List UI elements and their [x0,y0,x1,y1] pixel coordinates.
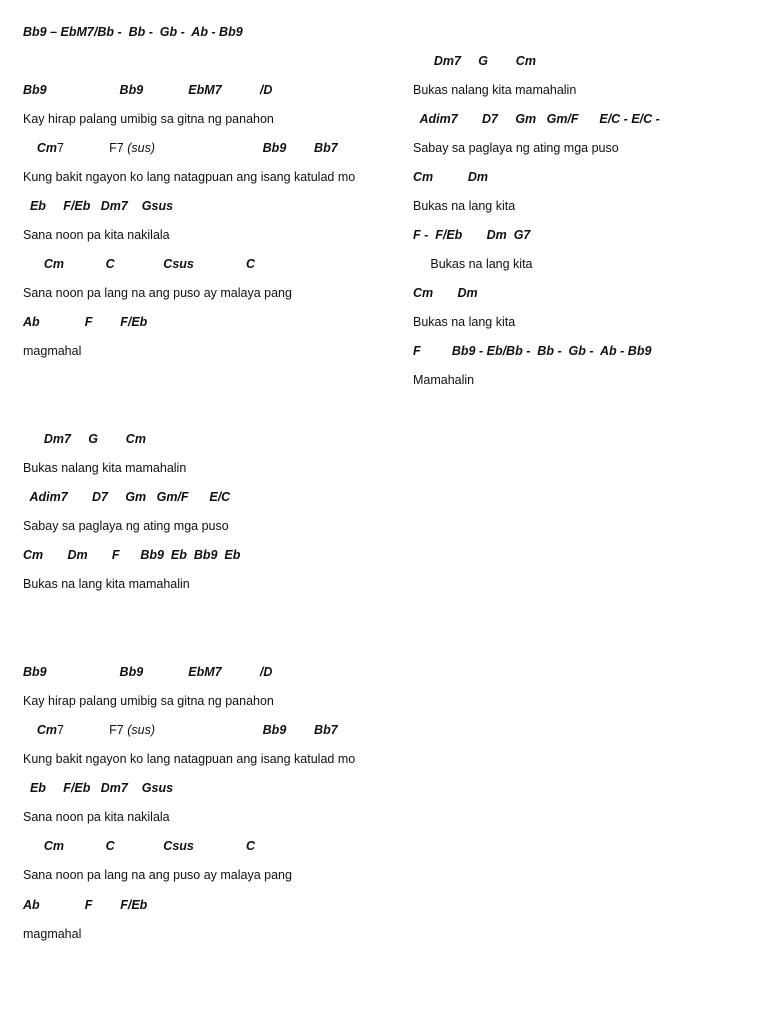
chorus2-chord-line-4: F - F/Eb Dm G7 [413,228,531,242]
verse2-chord-line-2 [23,722,338,738]
chorus2-chord-line-3: Cm Dm [413,170,489,184]
verse2-lyric-line-5: magmahal [23,927,82,941]
verse1-chord-line-4: Cm C Csus C [23,257,255,271]
verse2-lyric-line-4: Sana noon pa lang na ang puso ay malaya pang [23,868,292,882]
chord-sus: (sus) [127,141,155,155]
chord-cm: Cm [23,141,58,155]
chord-suffix: 7 [57,141,64,155]
verse2-lyric-line-2: Kung bakit ngayon ko lang natagpuan ang isang katulad mo [23,752,356,766]
chorus2-chord-line-1: Dm7 G Cm [413,54,536,68]
chorus2-chord-line-5: Cm Dm [413,286,478,300]
chord-bb9-bb7: Bb9 Bb7 [155,723,338,737]
outro-chord-line: F Bb9 - Eb/Bb - Bb - Gb - Ab - Bb9 [413,344,652,358]
chorus2-chord-line-2: Adim7 D7 Gm Gm/F E/C - E/C - [413,112,660,126]
chorus2-lyric-line-2: Sabay sa paglaya ng ating mga puso [413,141,619,155]
chord-sus: (sus) [127,723,155,737]
verse2-chord-line-3: Eb F/Eb Dm7 Gsus [23,781,174,795]
verse2-chord-line-4: Cm C Csus C [23,839,255,853]
chord-suffix: 7 [57,723,64,737]
chorus2-lyric-line-4: Bukas na lang kita [413,257,533,271]
verse1-lyric-line-1: Kay hirap palang umibig sa gitna ng panahon [23,112,274,126]
verse1-lyric-line-2: Kung bakit ngayon ko lang natagpuan ang isang katulad mo [23,170,356,184]
chorus2-lyric-line-3: Bukas na lang kita [413,199,516,213]
chorus1-chord-line-1: Dm7 G Cm [23,432,146,446]
chorus1-lyric-line-1: Bukas nalang kita mamahalin [23,461,187,475]
chord-f7: F7 [64,141,128,155]
verse1-lyric-line-5: magmahal [23,344,82,358]
verse2-chord-line-5: Ab F F/Eb [23,898,148,912]
verse1-chord-line-2 [23,140,338,156]
verse1-chord-line-5: Ab F F/Eb [23,315,148,329]
intro-chords: Bb9 – EbM7/Bb - Bb - Gb - Ab - Bb9 [23,25,243,39]
chord-cm: Cm [23,723,58,737]
chorus1-chord-line-3: Cm Dm F Bb9 Eb Bb9 Eb [23,548,241,562]
chorus1-lyric-line-3: Bukas na lang kita mamahalin [23,577,190,591]
chorus1-chord-line-2: Adim7 D7 Gm Gm/F E/C [23,490,231,504]
verse1-lyric-line-4: Sana noon pa lang na ang puso ay malaya pang [23,286,292,300]
chorus1-lyric-line-2: Sabay sa paglaya ng ating mga puso [23,519,229,533]
verse1-chord-line-3: Eb F/Eb Dm7 Gsus [23,199,174,213]
verse1-chord-line-1: Bb9 Bb9 EbM7 /D [23,83,273,97]
verse2-lyric-line-3: Sana noon pa kita nakilala [23,810,170,824]
verse2-lyric-line-1: Kay hirap palang umibig sa gitna ng panahon [23,694,274,708]
verse2-chord-line-1: Bb9 Bb9 EbM7 /D [23,665,273,679]
chord-bb9-bb7: Bb9 Bb7 [155,141,338,155]
verse1-lyric-line-3: Sana noon pa kita nakilala [23,228,170,242]
chorus2-lyric-line-5: Bukas na lang kita [413,315,516,329]
chorus2-lyric-line-1: Bukas nalang kita mamahalin [413,83,577,97]
chord-f7: F7 [64,723,128,737]
outro-lyric-line: Mamahalin [413,373,475,387]
